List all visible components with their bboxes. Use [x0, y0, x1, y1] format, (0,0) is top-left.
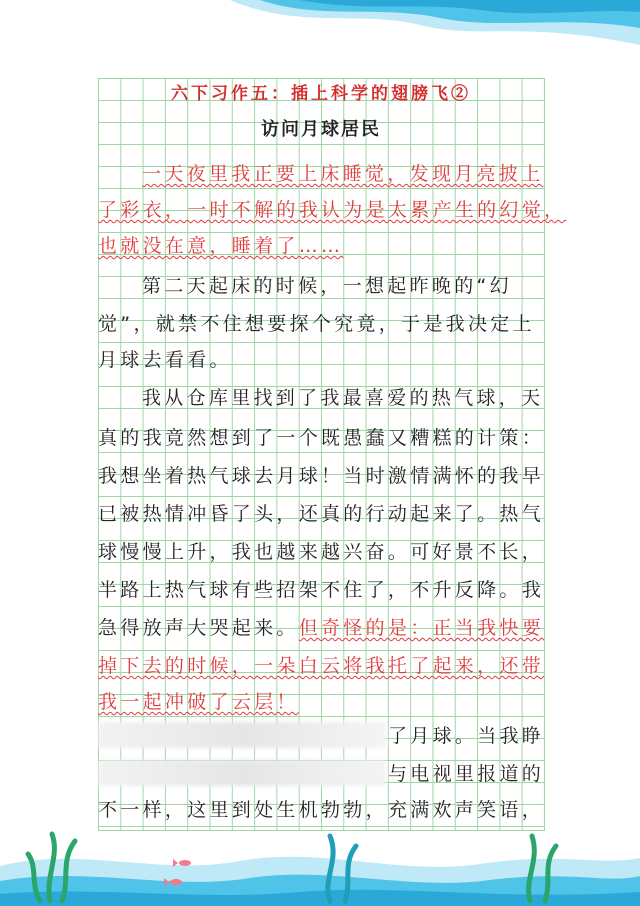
- assignment-heading: 六下习作五：插上科学的翅膀飞②: [171, 84, 471, 104]
- seaweed-left: [28, 834, 75, 901]
- text-line-1: 一天夜里我正要上床睡觉，发现月亮披上: [142, 163, 544, 185]
- text-line-17: 与电视里报道的: [388, 763, 545, 785]
- fish-icons: [164, 859, 191, 886]
- text-line-5: 觉”，就禁不住想要探个究竟，于是我决定上: [98, 313, 535, 335]
- text-line-2: 了彩衣，一时不解的我认为是太累产生的幻觉，: [98, 199, 567, 221]
- text-line-13: 急得放声大哭起来。但奇怪的是：正当我快要: [98, 617, 545, 639]
- writing-grid-sheet: [98, 78, 567, 831]
- text-line-18: 不一样，这里到处生机勃勃，充满欢声笑语，: [98, 799, 545, 821]
- text-line-12: 半路上热气球有些招架不住了，不升反降。我: [98, 579, 545, 601]
- text-line-15: 我一起冲破了云层！: [98, 691, 299, 713]
- text-line-9: 我想坐着热气球去月球！当时激情满怀的我早: [98, 465, 545, 487]
- top-wave-decoration: [0, 0, 640, 90]
- obscured-text-block-2: [98, 760, 386, 786]
- text-line-4: 第二天起床的时候，一想起昨晚的“幻: [142, 275, 512, 297]
- essay-title: 访问月球居民: [261, 119, 381, 140]
- text-line-6: 月球去看看。: [98, 349, 232, 371]
- text-line-16: 了月球。当我睁: [388, 725, 545, 747]
- text-line-11: 球慢慢上升，我也越来越兴奋。可好景不长，: [98, 541, 545, 563]
- text-line-7: 我从仓库里找到了我最喜爱的热气球，天: [142, 387, 544, 409]
- text-line-10: 已被热情冲昏了头，还真的行动起来了。热气: [98, 503, 545, 525]
- text-line-14: 掉下去的时候，一朵白云将我托了起来，还带: [98, 655, 545, 677]
- text-line-8: 真的我竟然想到了一个既愚蠢又糟糕的计策：: [98, 427, 545, 449]
- seaweed-right: [529, 836, 556, 901]
- seaweed-middle: [328, 836, 356, 901]
- obscured-text-block-1: [98, 722, 386, 748]
- text-line-3: 也就没在意，睡着了……: [98, 235, 344, 257]
